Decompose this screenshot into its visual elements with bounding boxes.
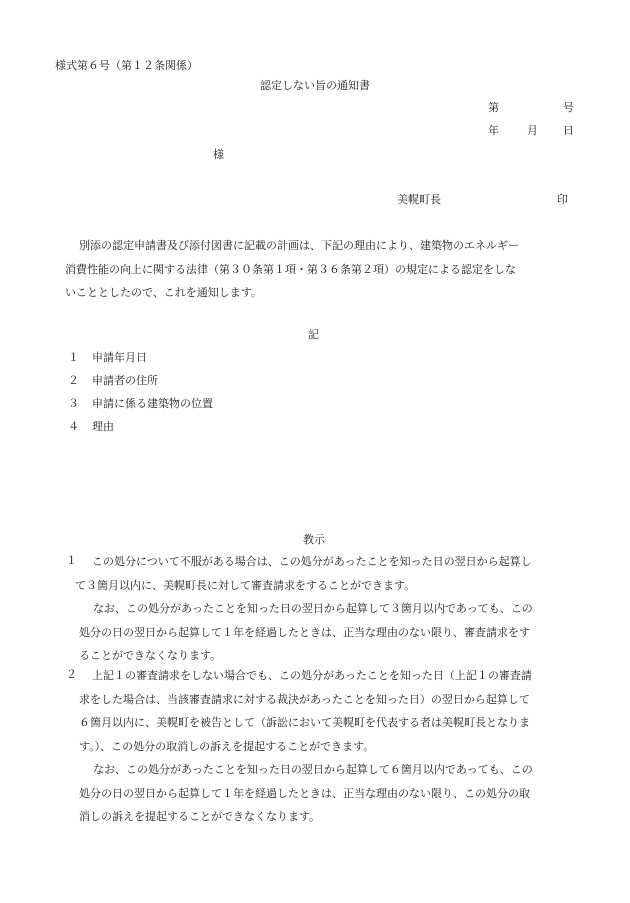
addressee-suffix: 様: [213, 148, 224, 161]
item-number: ４: [68, 420, 79, 433]
notice-line: 求をした場合は、当該審査請求に対する裁決があったことを知った日）の翌日から起算して: [79, 692, 530, 706]
notice-section-1-sub: [79, 597, 533, 668]
notice-line: この処分について不服がある場合は、この処分があったことを知った日の翌日から起算し: [92, 555, 532, 568]
number-prefix: 第: [488, 101, 499, 114]
notice-line: なお、この処分があったことを知った日の翌日から起算して３箇月以内であっても、この: [93, 602, 533, 615]
body-paragraph: [65, 234, 519, 305]
issuer-seal: 印: [557, 193, 568, 206]
notice-line: て３箇月以内に、美幌町長に対して審査請求をすることができます。: [75, 578, 416, 592]
date-month: 月: [527, 124, 538, 137]
body-line: 消費性能の向上に関する法律（第３０条第１項・第３６条第２項）の規定による認定をしな: [65, 262, 516, 276]
item-number: １: [68, 351, 79, 364]
notice-line: 処分の日の翌日から起算して１年を経過したときは、正当な理由のない限り、審査請求をす: [79, 625, 530, 639]
item-number: ２: [68, 374, 79, 387]
ki-heading: 記: [308, 328, 319, 341]
form-label: 様式第６号（第１２条関係）: [55, 59, 198, 72]
date-day: 日: [563, 124, 574, 137]
item-label: 申請者の住所: [92, 374, 158, 387]
notice-line: なお、この処分があったことを知った日の翌日から起算して６箇月以内であっても、この: [93, 763, 533, 776]
notice-section-number: ２: [66, 668, 77, 681]
notice-section-number: １: [66, 554, 77, 567]
notice-line: す。）、この処分の取消しの訴えを提起することができます。: [79, 739, 375, 753]
notice-section-2: [79, 664, 532, 758]
notice-line: 処分の日の翌日から起算して１年を経過したときは、正当な理由のない限り、この処分の取: [79, 786, 530, 800]
number-suffix: 号: [563, 101, 574, 114]
page-title: 認定しない旨の通知書: [260, 79, 370, 92]
notice-line: 消しの訴えを提起することができなくなります。: [79, 810, 321, 823]
body-line: いこととしたので、これを通知します。: [65, 286, 262, 299]
item-label: 申請に係る建築物の位置: [92, 397, 213, 410]
date-year: 年: [488, 124, 499, 137]
notice-heading: 教示: [303, 533, 325, 546]
notice-line: ６箇月以内に、美幌町を被告として（訴訟において美幌町を代表する者は美幌町長となりま: [79, 716, 530, 729]
notice-section-1: [75, 550, 532, 597]
issuer-name: 美幌町長: [397, 193, 441, 206]
notice-line: ることができなくなります。: [79, 649, 222, 662]
item-label: 理由: [92, 420, 114, 433]
item-label: 申請年月日: [92, 351, 147, 364]
notice-section-2-sub: [79, 758, 533, 829]
item-number: ３: [68, 397, 79, 410]
body-line: 別添の認定申請書及び添付図書に記載の計画は、下記の理由により、建築物のエネルギー: [79, 239, 519, 252]
notice-line: 上記１の審査請求をしない場合でも、この処分があったことを知った日（上記１の審査請: [92, 669, 532, 682]
